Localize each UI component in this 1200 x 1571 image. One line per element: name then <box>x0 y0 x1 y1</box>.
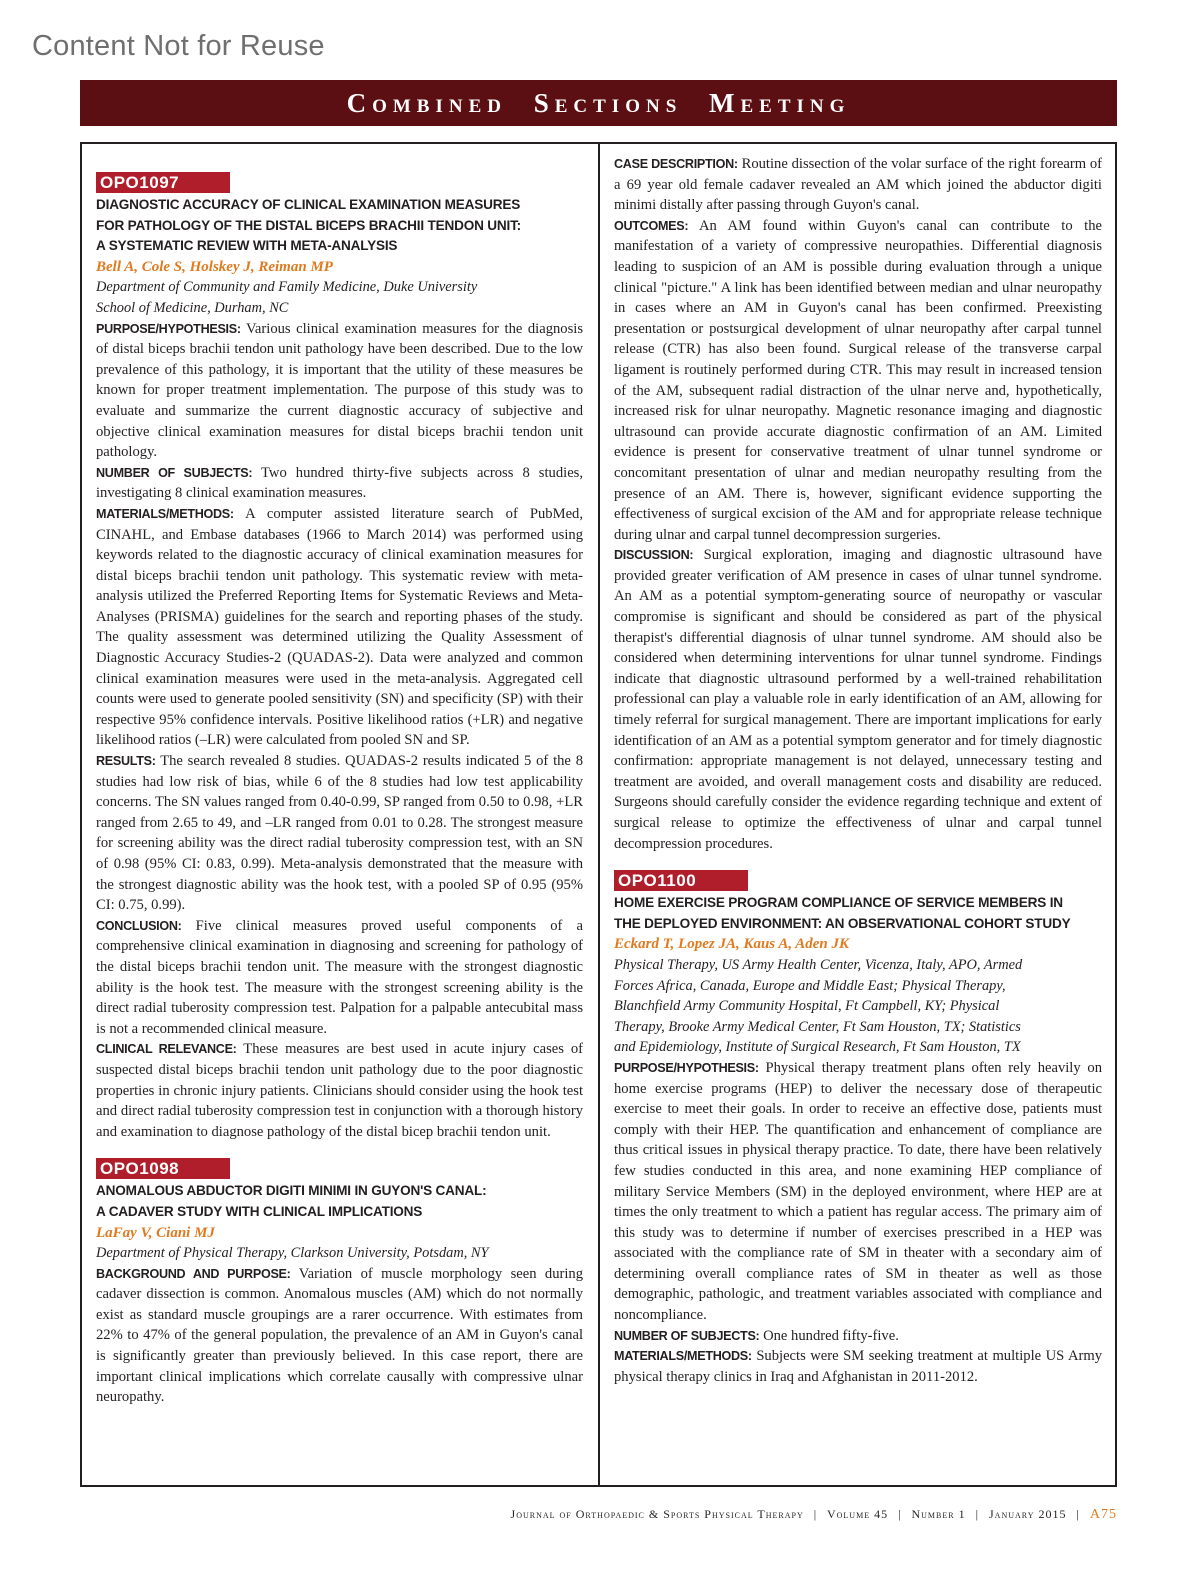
section-label: CASE DESCRIPTION: <box>614 157 738 171</box>
section-text: Subjects were SM seeking treatment at multiple US Army physical therapy clinics in Iraq and Afghanistan in 2011-2012. <box>614 1348 1102 1385</box>
abstract-id: OPO1100 <box>614 870 748 891</box>
section-text: A computer assisted literature search of PubMed, CINAHL, and Embase databases (1966 to March 2014) was performed using keywords related to the diagnostic accuracy of clinical examination measures for distal biceps brachii tendon unit pathology. This systematic review with meta-analysis utilized the Preferred Reporting Items for Systematic Reviews and Meta-Analyses (PRISMA) guidelines for the search and reporting phases of the study. The quality assessment was determined utilizing the Quality Assessment of Diagnostic Accuracy Studies-2 (QUADAS-2). Data were analyzed and common clinical examination measures were used in the meta-analysis. Aggregated cell counts were used to generate pooled sensitivity (SN) and specificity (SP) with their respective 95% confidence intervals. Positive likelihood ratios (+LR) and negative likelihood ratios (–LR) were calculated from pooled SN and SP. <box>96 505 583 749</box>
left-column <box>96 172 583 1424</box>
abstract-authors: Eckard T, Lopez JA, Kaus A, Aden JK <box>614 936 850 953</box>
title-line: A SYSTEMATIC REVIEW WITH META-ANALYSIS <box>96 238 398 254</box>
section-text: Routine dissection of the volar surface of the right forearm of a 69 year old female cadaver revealed an AM which joined the abductor digiti minimi distally after passing through Guyon's canal. <box>614 156 1102 214</box>
banner-title: Combined Sections Meeting <box>346 87 851 118</box>
page-number: A75 <box>1089 1507 1117 1522</box>
title-line: ANOMALOUS ABDUCTOR DIGITI MINIMI IN GUYON'S CANAL: <box>96 1183 487 1199</box>
section-text: Physical therapy treatment plans often rely heavily on home exercise programs (HEP) to deliver the necessary dose of therapeutic exercise to meet their goals. In order to receive an effective dose, patients must comply with their HEP. The quantification and enhancement of compliance are thus critical issues in physical therapy practice. To date, there have been relatively few studies conducted in this area, and none examining HEP compliance of military Service Members (SM) in the deployed environment, where HEP are at times the only treatment to which a patient has regular access. The primary aim of this study was to determine if number of exercises prescribed in a HEP was associated with the compliance rate of SM in theater with a secondary aim of determining overall compliance rates of SM in theater as well as those demographic, pathologic, and treatment variables associated with compliance and noncompliance. <box>614 1059 1102 1324</box>
abstract-authors: LaFay V, Ciani MJ <box>96 1224 215 1241</box>
section-discussion <box>614 545 1102 854</box>
footer-separator: | <box>813 1507 818 1521</box>
section-label: OUTCOMES: <box>614 218 689 233</box>
section-subjects <box>614 1326 1102 1347</box>
section-case-description <box>614 154 1102 216</box>
section-label: DISCUSSION: <box>614 548 694 563</box>
affiliation-line: and Epidemiology, Institute of Surgical Research, Ft Sam Houston, TX <box>614 1039 1021 1056</box>
section-label: CLINICAL RELEVANCE: <box>96 1042 237 1057</box>
section-methods <box>614 1346 1102 1387</box>
affiliation-line: Forces Africa, Canada, Europe and Middle East; Physical Therapy, <box>614 977 1006 994</box>
page-footer <box>511 1507 1117 1523</box>
section-label: BACKGROUND AND PURPOSE: <box>96 1266 291 1281</box>
section-label: MATERIALS/METHODS: <box>614 1349 752 1364</box>
abstract-opo1098-continued <box>614 154 1102 854</box>
journal-date: January 2015 <box>989 1507 1067 1521</box>
footer-separator: | <box>1076 1507 1080 1521</box>
section-text: An AM found within Guyon's canal can contribute to the manifestation of a variety of compressive neuropathies. Differential diagnosis leading to suspicion of an AM is possible during evaluation through a unique clinical "picture." A link has been identified between median and ulnar neuropathy in cases where an AM in Guyon's canal has been confirmed. Preexisting presentation or postsurgical development of ulnar neuropathy after carpal tunnel release (CTR) has also been found. Surgical release of the transverse carpal ligament is routinely performed during CTR. This may result in increased tension of the AM, subsequent radial distraction of the ulnar nerve and, hypothetically, increased risk for ulnar neuropathy. Magnetic resonance imaging and diagnostic ultrasound can provide accurate diagnostic confirmation of an AM. Limited evidence is present for conservative treatment of ulnar tunnel syndrome or concomitant presentation of ulnar and median neuropathy resulting from the presence of an AM. There is, however, significant evidence supporting the effectiveness of surgical excision of the AM and for appropriate release technique during ulnar and carpal tunnel decompression surgeries. <box>614 217 1102 543</box>
abstract-opo1100 <box>614 870 1102 1387</box>
abstract-id: OPO1097 <box>96 172 230 193</box>
section-conclusion <box>96 916 583 1040</box>
affiliation-line: Department of Physical Therapy, Clarkson University, Potsdam, NY <box>96 1245 489 1262</box>
section-text: Two hundred thirty-five subjects across 8 studies, investigating 8 clinical examination measures. <box>96 464 583 502</box>
journal-volume: Volume 45 <box>826 1507 889 1521</box>
abstract-opo1098 <box>96 1158 583 1408</box>
section-purpose <box>96 319 583 463</box>
abstract-authors: Bell A, Cole S, Holskey J, Reiman MP <box>96 258 333 275</box>
abstract-title <box>614 893 1102 934</box>
section-text: Various clinical examination measures for the diagnosis of distal biceps brachii tendon unit pathology have been described. Due to the low prevalence of this pathology, it is important that the utility of these measures be known for proper treatment implementation. The purpose of this study was to evaluate and summarize the current diagnostic accuracy of subjective and objective clinical examination measures for distal biceps brachii tendon unit pathology. <box>96 320 583 461</box>
right-column <box>614 154 1102 1403</box>
section-label: PURPOSE/HYPOTHESIS: <box>96 321 241 336</box>
section-label: CONCLUSION: <box>96 918 182 933</box>
title-line: DIAGNOSTIC ACCURACY OF CLINICAL EXAMINATION MEASURES <box>96 197 521 212</box>
section-label: NUMBER OF SUBJECTS: <box>614 1328 760 1343</box>
abstract-title <box>96 1181 583 1222</box>
affiliation-line: Blanchfield Army Community Hospital, Ft Campbell, KY; Physical <box>614 998 1000 1015</box>
section-text: Variation of muscle morphology seen during cadaver dissection is common. Anomalous muscles (AM) which do not normally exist as standard muscle groupings are a rarer occurrence. With estimates from 22% to 47% of the general population, the prevalence of an AM in Guyon's canal is significantly greater than previously believed. In this case report, there are important clinical implications which correlate causally with compressive ulnar neuropathy. <box>96 1265 583 1406</box>
section-text: The search revealed 8 studies. QUADAS-2 results indicated 5 of the 8 studies had low risk of bias, while 6 of the 8 studies had low test applicability concerns. The SN values ranged from 0.40-0.99, SP ranged from 0.50 to 0.98, +LR ranged from 2.65 to 49, and –LR ranged from 0.01 to 0.28. The strongest measure for screening ability was the direct radial tuberosity compression test, with an SN of 0.98 (95% CI: 0.83, 0.99). Meta-analysis demonstrated that the measure with the strongest diagnostic ability was the hook test, with a pooled SP of 0.95 (95% CI: 0.75, 0.99). <box>96 753 583 914</box>
abstract-opo1097 <box>96 172 583 1142</box>
title-line: FOR PATHOLOGY OF THE DISTAL BICEPS BRACHII TENDON UNIT: <box>96 217 522 233</box>
abstract-affiliation <box>96 277 583 318</box>
section-text: Surgical exploration, imaging and diagnostic ultrasound have provided greater verification of AM presence in cases of ulnar tunnel syndrome. An AM as a potential symptom-generating source of neuropathy or vascular compromise is significant and should be considered as part of the physical therapist's differential diagnosis of ulnar tunnel syndrome. AM should also be considered when determining interventions for ulnar tunnel syndrome. Findings indicate that diagnostic ultrasound performed by a well-trained rehabilitation professional can play a valuable role in early identification of an AM, allowing for timely referral for surgical management. There are important implications for early identification of an AM as a potential symptom generator and for timely diagnostic confirmation: appropriate management is not delayed, unnecessary testing and treatment are avoided, and overall management costs and disability are reduced. Surgeons should carefully consider the evidence regarding technique and extent of surgical release to optimize the effectiveness of ulnar and carpal tunnel decompression procedures. <box>614 547 1102 852</box>
section-clinical-relevance <box>96 1039 583 1142</box>
section-outcomes <box>614 216 1102 546</box>
section-results <box>96 751 583 916</box>
watermark: Content Not for Reuse <box>32 30 325 62</box>
section-text: These measures are best used in acute injury cases of suspected distal biceps brachii tendon unit pathology due to the poor diagnostic properties in chronic injury patients. Clinicians should consider using the hook test and direct radial tuberosity compression test in conjunction with a thorough history and examination to diagnose pathology of the distal bicep brachii tendon unit. <box>96 1041 583 1140</box>
abstract-id: OPO1098 <box>96 1158 230 1179</box>
footer-separator: | <box>975 1507 980 1521</box>
section-text: Five clinical measures proved useful components of a comprehensive clinical examination in diagnosing and screening for pathology of the distal biceps brachii tendon unit. The measure with the strongest diagnostic ability is the hook test. The measure with the strongest screening ability is the direct radial tuberosity compression test. Palpation for a palpable antecubital mass is not a recommended clinical measure. <box>96 917 583 1037</box>
footer-separator: | <box>898 1507 902 1521</box>
section-banner <box>80 80 1117 126</box>
section-label: RESULTS: <box>96 754 156 769</box>
section-background <box>96 1264 583 1408</box>
abstract-affiliation <box>614 955 1102 1058</box>
affiliation-line: School of Medicine, Durham, NC <box>96 299 289 316</box>
section-text: One hundred fifty-five. <box>763 1327 899 1344</box>
section-label: MATERIALS/METHODS: <box>96 506 234 521</box>
section-label: PURPOSE/HYPOTHESIS: <box>614 1060 759 1075</box>
title-line: HOME EXERCISE PROGRAM COMPLIANCE OF SERVICE MEMBERS IN <box>614 895 1063 911</box>
abstract-title <box>96 195 583 257</box>
title-line: THE DEPLOYED ENVIRONMENT: AN OBSERVATIONAL COHORT STUDY <box>614 915 1071 931</box>
section-label: NUMBER OF SUBJECTS: <box>96 465 253 480</box>
affiliation-line: Therapy, Brooke Army Medical Center, Ft Sam Houston, TX; Statistics <box>614 1018 1021 1035</box>
affiliation-line: Physical Therapy, US Army Health Center, Vicenza, Italy, APO, Armed <box>614 956 1023 973</box>
journal-name: Journal of Orthopaedic & Sports Physical Therapy <box>510 1507 804 1521</box>
section-purpose <box>614 1058 1102 1326</box>
column-divider <box>598 142 600 1487</box>
affiliation-line: Department of Community and Family Medicine, Duke University <box>96 279 478 296</box>
journal-number: Number 1 <box>911 1507 966 1521</box>
title-line: A CADAVER STUDY WITH CLINICAL IMPLICATIONS <box>96 1203 423 1219</box>
section-subjects <box>96 463 583 504</box>
abstract-affiliation <box>96 1243 583 1264</box>
section-methods <box>96 504 583 751</box>
